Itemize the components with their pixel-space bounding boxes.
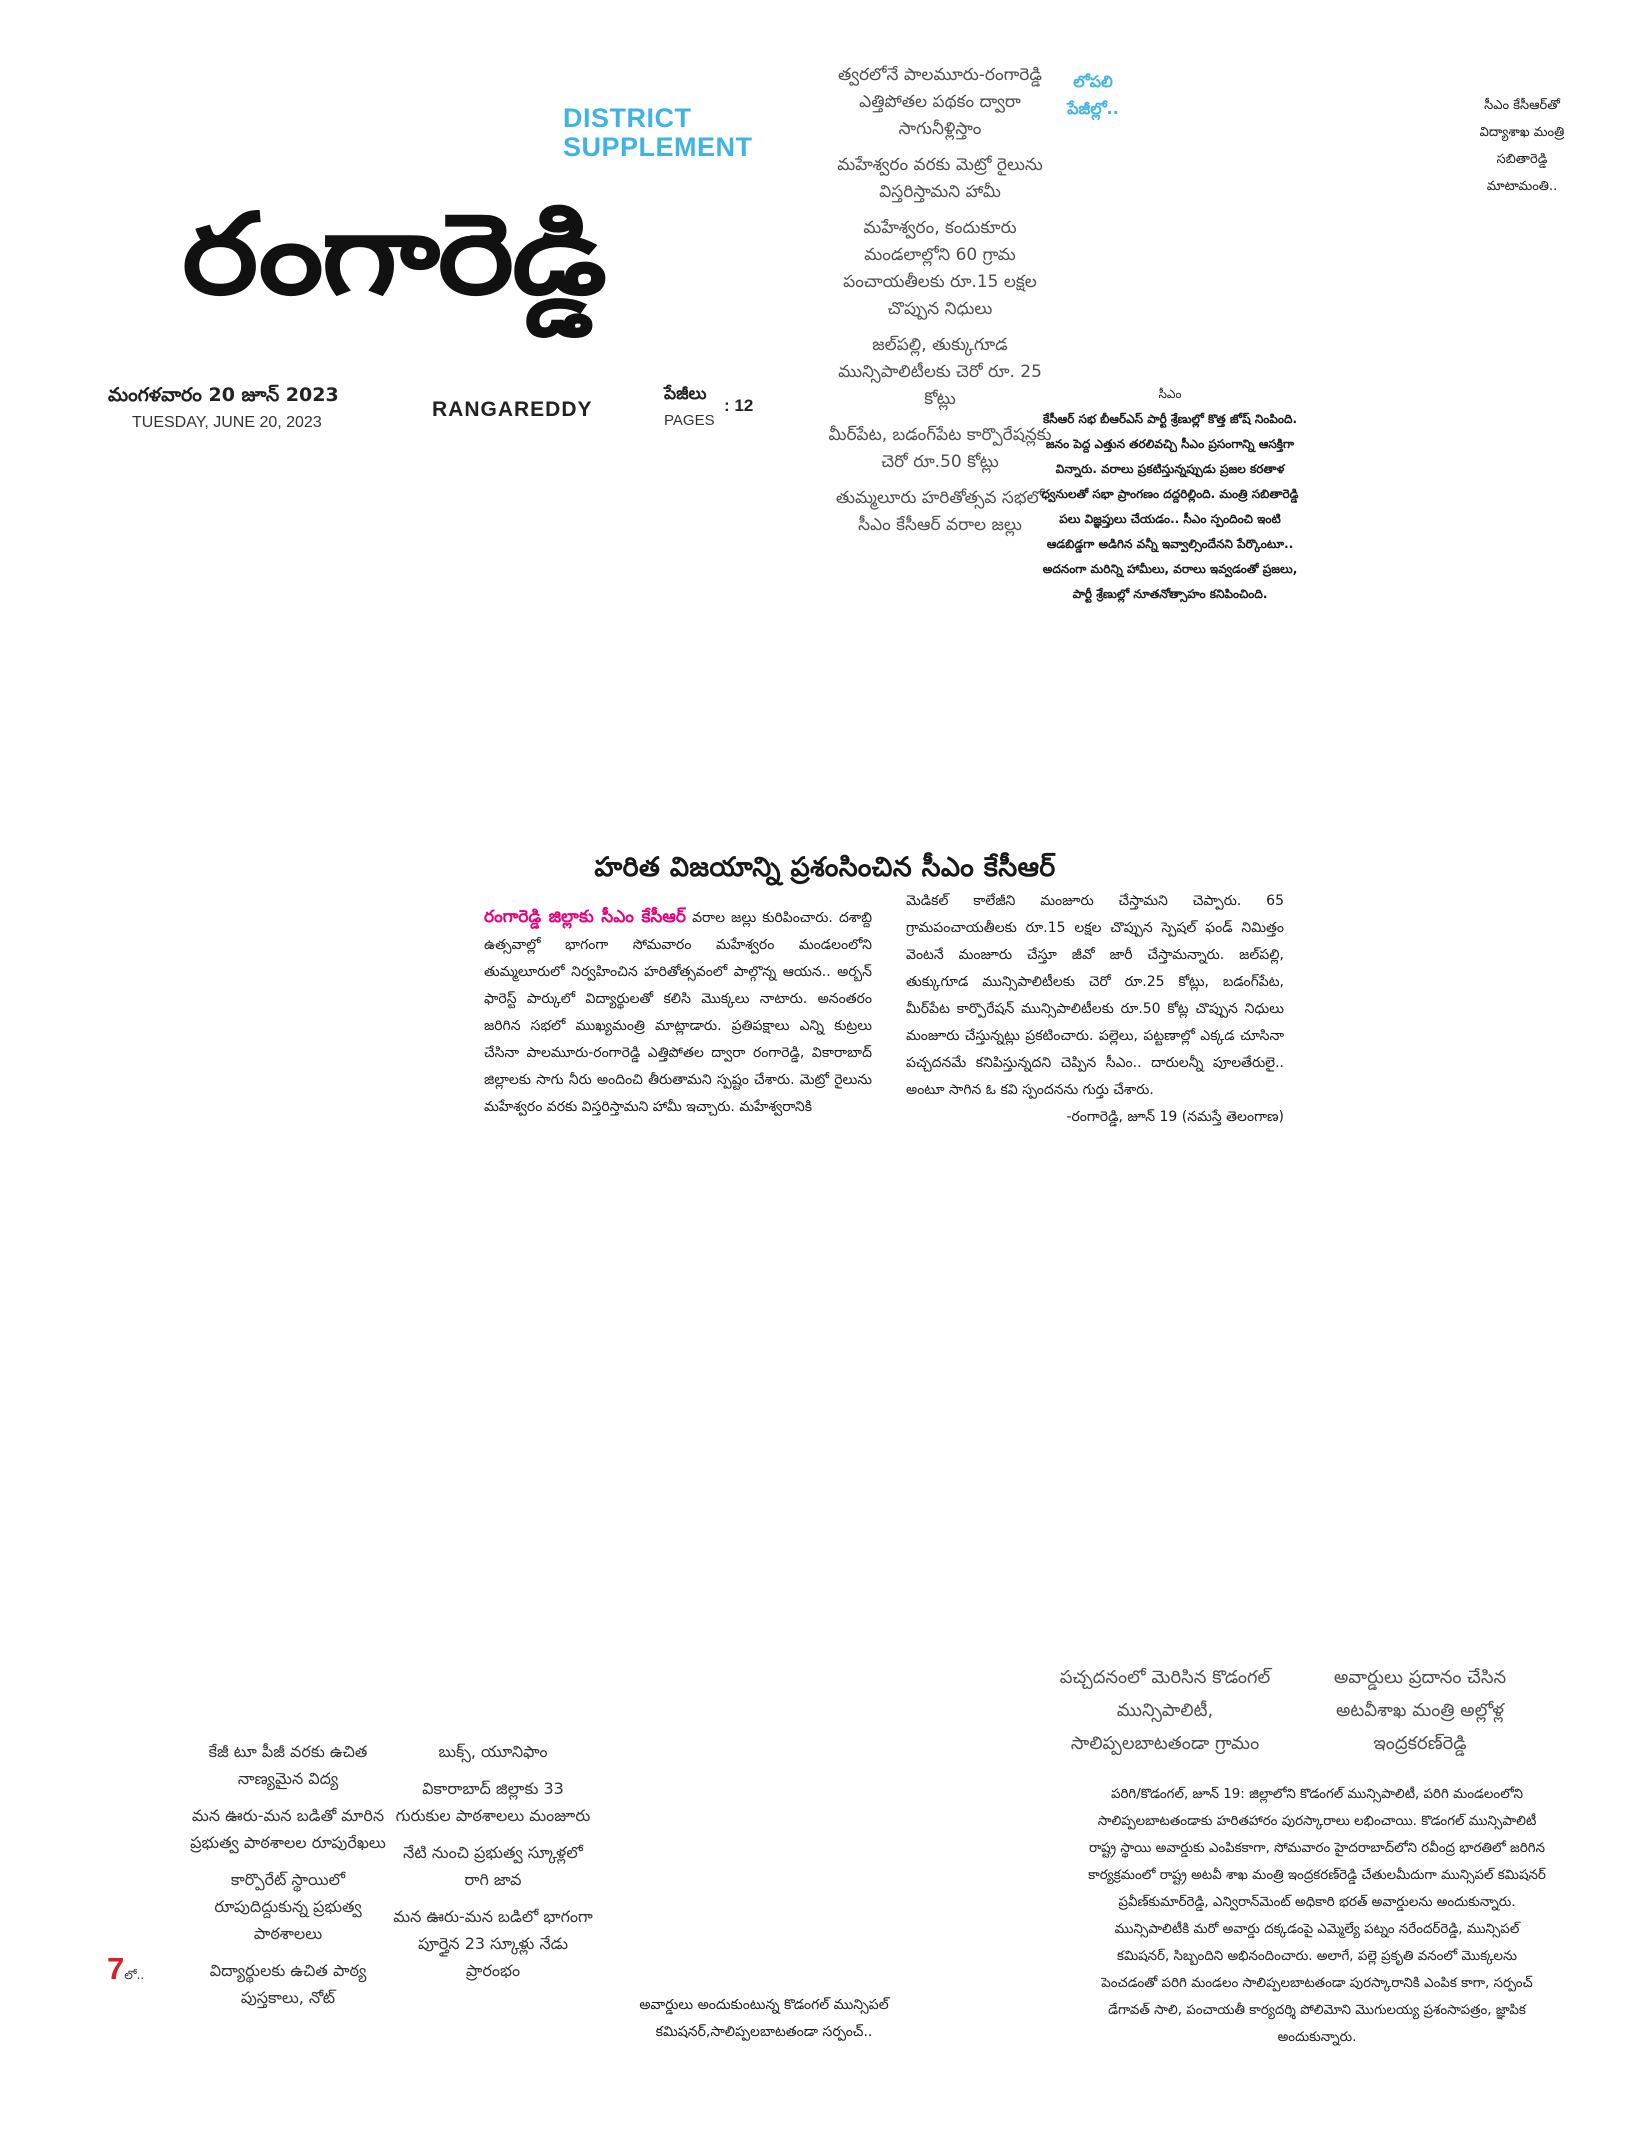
award-story-text: పరిగి/కొడంగల్, జూన్ 19: జిల్లాలోని కొడంగల్ మున్సిపాలిటీ, పరిగి మండలంలోని సాలిప్పలబాటతండాకు హరితహారం పురస్కారాలు లభించాయి. కొడంగల్ మున్సిపాలిటీ రాష్ట్ర స్థాయి అవార్డుకు ఎంపికకాగా, సోమవారం హైదరాబాద్‌లోని రవీంద్ర భారతిలో జరిగిన కార్యక్రమంలో రాష్ట్ర అటవీ శాఖ మంత్రి ఇంద్రకరణ్‌రెడ్డి చేతులమీదుగా మున్సిపల్ కమిషనర్ ప్రవీణ్‌కుమార్‌రెడ్డి, ఎన్విరాన్‌మెంట్ అధికారి భరత్ అవార్డులను అందుకున్నారు. మున్సిపాలిటీకి మరో అవార్డు దక్కడంపై ఎమ్మెల్యే పట్నం నరేందర్‌రెడ్డి, మున్సిపల్ కమిషనర్, సిబ్బందిని అభినందించారు. అలాగే, పల్లె ప్రకృతి వనంలో మొక్కలను పెంచడంతో పరిగి మండలం సాలిప్పలబాటతండా పురస్కారానికి ఎంపిక కాగా, సర్పంచ్ డేగావత్ సాలి, పంచాయతీ కార్యదర్శి పోలిమోని మొగులయ్య ప్రశంసాపత్రం, జ్ఞాపిక అందుకున్నారు. [1088, 1787, 1546, 2045]
story-headline: హరిత విజయాన్ని ప్రశంసించిన సీఎం కేసీఆర్ [594, 852, 1056, 883]
highlight-item: జల్‌పల్లి, తుక్కుగూడ మున్సిపాలిటీలకు చెరో రూ. 25 కోట్లు [838, 335, 1042, 409]
page-reference-number: 7 [107, 1951, 125, 1986]
edition-name: RANGAREDDY [432, 398, 593, 421]
supplement-label [563, 104, 783, 162]
teaser-item: కేజీ టూ పీజీ వరకు ఉచిత నాణ్యమైన విద్య [208, 1742, 368, 1788]
pages-count: : 12 [724, 396, 754, 415]
teaser-item: మన ఊరు-మన బడితో మారిన ప్రభుత్వ పాఠశాలల రూపురేఖలు [190, 1806, 386, 1852]
masthead-title [182, 180, 702, 370]
highlights-list [820, 62, 1060, 548]
highlight-item: మహేశ్వరం, కందుకూరు మండలాల్లోని 60 గ్రామ పంచాయతీలకు రూ.15 లక్షల చొప్పున నిధులు [843, 218, 1037, 319]
story-dateline: -రంగారెడ్డి, జూన్ 19 (నమస్తే తెలంగాణ) [1066, 1109, 1284, 1125]
story-lead: రంగారెడ్డి జిల్లాకు సీఎం కేసీఆర్ [484, 907, 686, 927]
award-headline-right: అవార్డులు ప్రదానం చేసిన అటవీశాఖ మంత్రి అల్లోళ్ల ఇంద్రకరణ్‌రెడ్డి [1333, 1667, 1507, 1754]
pages-label-telugu: పేజీలు [664, 384, 707, 404]
pages-label-english: PAGES [664, 412, 715, 429]
photo-caption: అవార్డులు అందుకుంటున్న కొడంగల్ మున్సిపల్ కమిషనర్,సాలిప్పలబాటతండా సర్పంచ్.. [639, 1997, 889, 2040]
story-column-2-text: మెడికల్ కాలేజీని మంజూరు చేస్తామని చెప్పారు. 65 గ్రామపంచాయతీలకు రూ.15 లక్షల చొప్పున స్పెషల్ ఫండ్ నిమిత్తం వెంటనే మంజూరు చేస్తూ జీవో జారీ చేస్తామన్నారు. జల్‌పల్లి, తుక్కుగూడ మున్సిపాలిటీలకు చెరో రూ.25 కోట్లు, బడంగ్‌పేట, మీర్‌పేట కార్పొరేషన్ మున్సిపాలిటీలకు రూ.50 కోట్ల చొప్పున నిధులు మంజూరు చేస్తున్నట్లు ప్రకటించారు. పల్లెలు, పట్టణాల్లో ఎక్కడ చూసినా పచ్చదనమే కనిపిస్తున్నదని చెప్పిన సీఎం.. దారులన్నీ పూలతేరులై.. అంటూ సాగిన ఓ కవి స్పందనను గుర్తు చేశారు. [906, 893, 1284, 1098]
award-headline-left: పచ్చదనంలో మెరిసిన కొడంగల్ మున్సిపాలిటీ, సాలిప్పలబాటతండా గ్రామం [1059, 1667, 1271, 1754]
date-telugu: మంగళవారం 20 జూన్ 2023 [108, 384, 339, 406]
highlight-item: మహేశ్వరం వరకు మెట్రో రైలును విస్తరిస్తామని హామీ [837, 155, 1043, 202]
teaser-item: వికారాబాద్ జిల్లాకు 33 గురుకుల పాఠశాలలు మంజూరు [395, 1779, 591, 1825]
story-column-2 [906, 888, 1284, 1131]
supplement-line-1: DISTRICT [563, 103, 692, 133]
story-column-1 [484, 904, 872, 1121]
cm-block [1040, 382, 1300, 607]
teaser-item: మన ఊరు-మన బడిలో భాగంగా పూర్తైన 23 స్కూళ్లు నేడు ప్రారంభం [393, 1907, 593, 1980]
teaser-item: బుక్స్, యూనిఫాం [438, 1742, 548, 1761]
highlight-item: తుమ్మలూరు హరితోత్సవ సభలో సీఎం కేసీఆర్ వరాల జల్లు [835, 488, 1045, 535]
page-reference [107, 1951, 144, 1987]
cm-block-text: కేసీఆర్ సభ బీఆర్‌ఎస్ పార్టీ శ్రేణుల్లో కొత్త జోష్ నింపింది. జనం పెద్ద ఎత్తున తరలివచ్చి సీఎం ప్రసంగాన్ని ఆసక్తిగా విన్నారు. వరాలు ప్రకటిస్తున్నప్పుడు ప్రజల కరతాళ ధ్వనులతో సభా ప్రాంగణం దద్దరిల్లింది. మంత్రి సబితారెడ్డి పలు విజ్ఞప్తులు చేయడం.. సీఎం స్పందించి ఇంటి ఆడబిడ్డగా అడిగిన వన్నీ ఇవ్వాల్సిందేనని పేర్కొంటూ.. అదనంగా మరిన్ని హామీలు, వరాలు ఇవ్వడంతో ప్రజలు, పార్టీ శ్రేణుల్లో నూతనోత్సాహం కనిపించింది. [1041, 412, 1299, 601]
teaser-item: కార్పొరేట్ స్థాయిలో రూపుదిద్దుకున్న ప్రభుత్వ పాఠశాలలు [214, 1870, 362, 1943]
story-column-1-text: వరాల జల్లు కురిపించారు. దశాబ్ది ఉత్సవాల్లో భాగంగా సోమవారం మహేశ్వరం మండలంలోని తుమ్మలూరులో నిర్వహించిన హరితోత్సవంలో పాల్గొన్న ఆయన.. అర్బన్ ఫారెస్ట్ పార్కులో విద్యార్థులతో కలిసి మొక్కలు నాటారు. అనంతరం జరిగిన సభలో ముఖ్యమంత్రి మాట్లాడారు. ప్రతిపక్షాలు ఎన్ని కుట్రలు చేసినా పాలమూరు-రంగారెడ్డి ఎత్తిపోతల ద్వారా రంగారెడ్డి, వికారాబాద్ జిల్లాలకు సాగు నీరు అందించి తీరుతామని స్పష్టం చేశారు. మెట్రో రైలును మహేశ్వరం వరకు విస్తరిస్తామని హామీ ఇచ్చారు. మహేశ్వరానికి [484, 910, 872, 1115]
highlight-item: త్వరలోనే పాలమూరు-రంగారెడ్డి ఎత్తిపోతల పథకం ద్వారా సాగునీళ్లిస్తాం [838, 65, 1042, 139]
cm-block-heading: సీఎం [1158, 387, 1182, 401]
supplement-line-2: SUPPLEMENT [563, 132, 753, 162]
teaser-item: విద్యార్థులకు ఉచిత పాఠ్య పుస్తకాలు, నోట్ [209, 1961, 367, 2007]
page-reference-suffix: లో.. [124, 1968, 145, 1982]
masthead-title-text: రంగారెడ్డి [182, 190, 605, 320]
teaser-column-b [393, 1738, 593, 1994]
inside-pages-label: లోపలి పేజీల్లో.. [1067, 72, 1119, 118]
date-english: TUESDAY, JUNE 20, 2023 [132, 414, 322, 431]
highlight-item: మీర్‌పేట, బడంగ్‌పేట కార్పొరేషన్లకు చెరో రూ.50 కోట్లు [828, 425, 1052, 472]
teaser-item: నేటి నుంచి ప్రభుత్వ స్కూళ్లలో రాగి జావ [403, 1843, 583, 1889]
teaser-column-a [188, 1738, 388, 2021]
teaser-right: సీఎం కేసీఆర్‌తో విద్యాశాఖ మంత్రి సబితారెడ్డి మాటామంతి.. [1479, 98, 1565, 194]
